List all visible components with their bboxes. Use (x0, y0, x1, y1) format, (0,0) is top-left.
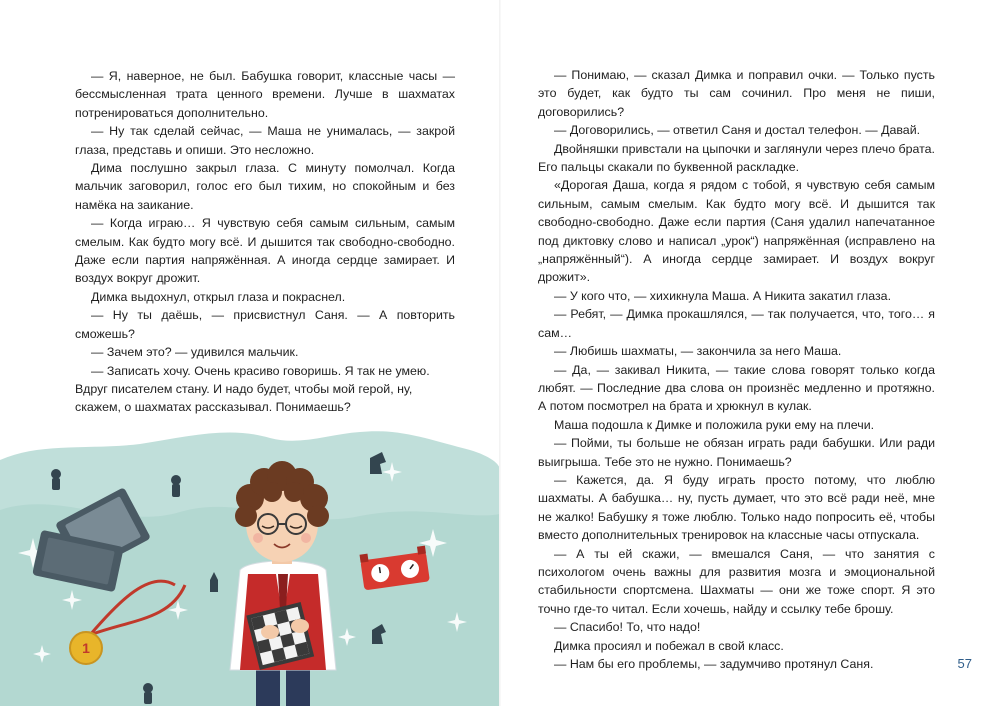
boy-figure (230, 461, 336, 706)
paragraph: — Ребят, — Димка прокашлялся, — так получается, что, того… я сам… (538, 307, 935, 340)
chess-boy-illustration (0, 420, 500, 706)
paragraph: Двойняшки привстали на цыпочки и заглянули через плечо брата. Его пальцы скакали по буквенной раскладке. (538, 141, 935, 175)
left-page-text (75, 67, 455, 417)
paragraph: — У кого что, — хихикнула Маша. А Никита закатил глаза. (554, 288, 892, 303)
medal-label: 1 (82, 640, 90, 656)
paragraph: Дима послушно закрыл глаза. С минуту помолчал. Когда мальчик заговорил, голос его был тихим, но спокойным и без намёка на заикание. (75, 161, 455, 212)
paragraph: — Записать хочу. Очень красиво говоришь. Я так не умею. Вдруг писателем стану. И надо будет, чтобы мой герой, ну, скажем, о шахматах рассказывал. Понимаешь? (75, 363, 430, 415)
paragraph: — Понимаю, — сказал Димка и поправил очки. — Только пусть это будет, как будто ты сам сочинил. Про меня не пиши, договорились? (538, 68, 935, 119)
paragraph: — Договорились, — ответил Саня и достал телефон. — Давай. (554, 123, 921, 138)
right-page (500, 0, 1000, 706)
paragraph: Маша подошла к Димке и положила руки ему на плечи. (554, 417, 875, 432)
paragraph: — Я, наверное, не был. Бабушка говорит, классные часы — бессмысленная трата ценного времени. Лучше в шахматах потренироваться дополнительно. (75, 69, 455, 120)
paragraph: — А ты ей скажи, — вмешался Саня, — что занятия с психологом очень важны для развития мозга и эмоциональной стабильности спортсмена. Шахматы — они же тоже спорт. Я это точно где-то читал. Если хочешь, найду и ссылку тебе брошу. (538, 546, 935, 616)
paragraph: — Ну так сделай сейчас, — Маша не унималась, — закрой глаза, представь и опиши. Это несложно. (75, 124, 455, 157)
paragraph: — Пойми, ты больше не обязан играть ради бабушки. Или ради выигрыша. Тебе это не нужно. Понимаешь? (538, 436, 935, 469)
right-page-text (538, 66, 935, 673)
paragraph: — Когда играю… Я чувствую себя самым сильным, самым смелым. Как будто могу всё. И дышится так свободно-свободно. Даже если партия напряжённая. А иногда сердце замирает. И воздух вокруг дрожит. (75, 216, 455, 286)
paragraph: — Кажется, да. Я буду играть просто потому, что люблю шахматы. А бабушка… ну, пусть думает, что это всё ради неё, мне не жалко! Бабушку я тоже люблю. Только надо попросить её, чтобы вместо дополнительных тренировок на классные часы отпускала. (538, 472, 935, 543)
paragraph: «Дорогая Даша, когда я рядом с тобой, я чувствую себя самым сильным, самым смелым. Как будто могу всё. И дышится так свободно-свободно. Даже если партия (Саня удалил напечатанное под диктовку слово и написал „урок“) напряжённая (исправлено на „напряжённый“). А иногда сердце замирает. И воздух вокруг дрожит». (538, 178, 935, 285)
paragraph: Димка выдохнул, открыл глаза и покраснел. (91, 289, 346, 304)
page-number: 57 (957, 656, 972, 671)
paragraph: — Любишь шахматы, — закончила за него Маша. (554, 344, 842, 359)
paragraph: — Спасибо! То, что надо! (554, 620, 701, 635)
paragraph: — Зачем это? — удивился мальчик. (91, 345, 299, 360)
paragraph: Димка просиял и побежал в свой класс. (554, 638, 784, 653)
paragraph: — Ну ты даёшь, — присвистнул Саня. — А повторить сможешь? (75, 308, 455, 341)
paragraph: — Нам бы его проблемы, — задумчиво протянул Саня. (554, 657, 874, 671)
paragraph: — Да, — закивал Никита, — такие слова говорят только когда любят. — Последние два слова он произнёс медленно и протяжно. А потом посмотрел на брата и хрюкнул в кулак. (538, 362, 935, 414)
